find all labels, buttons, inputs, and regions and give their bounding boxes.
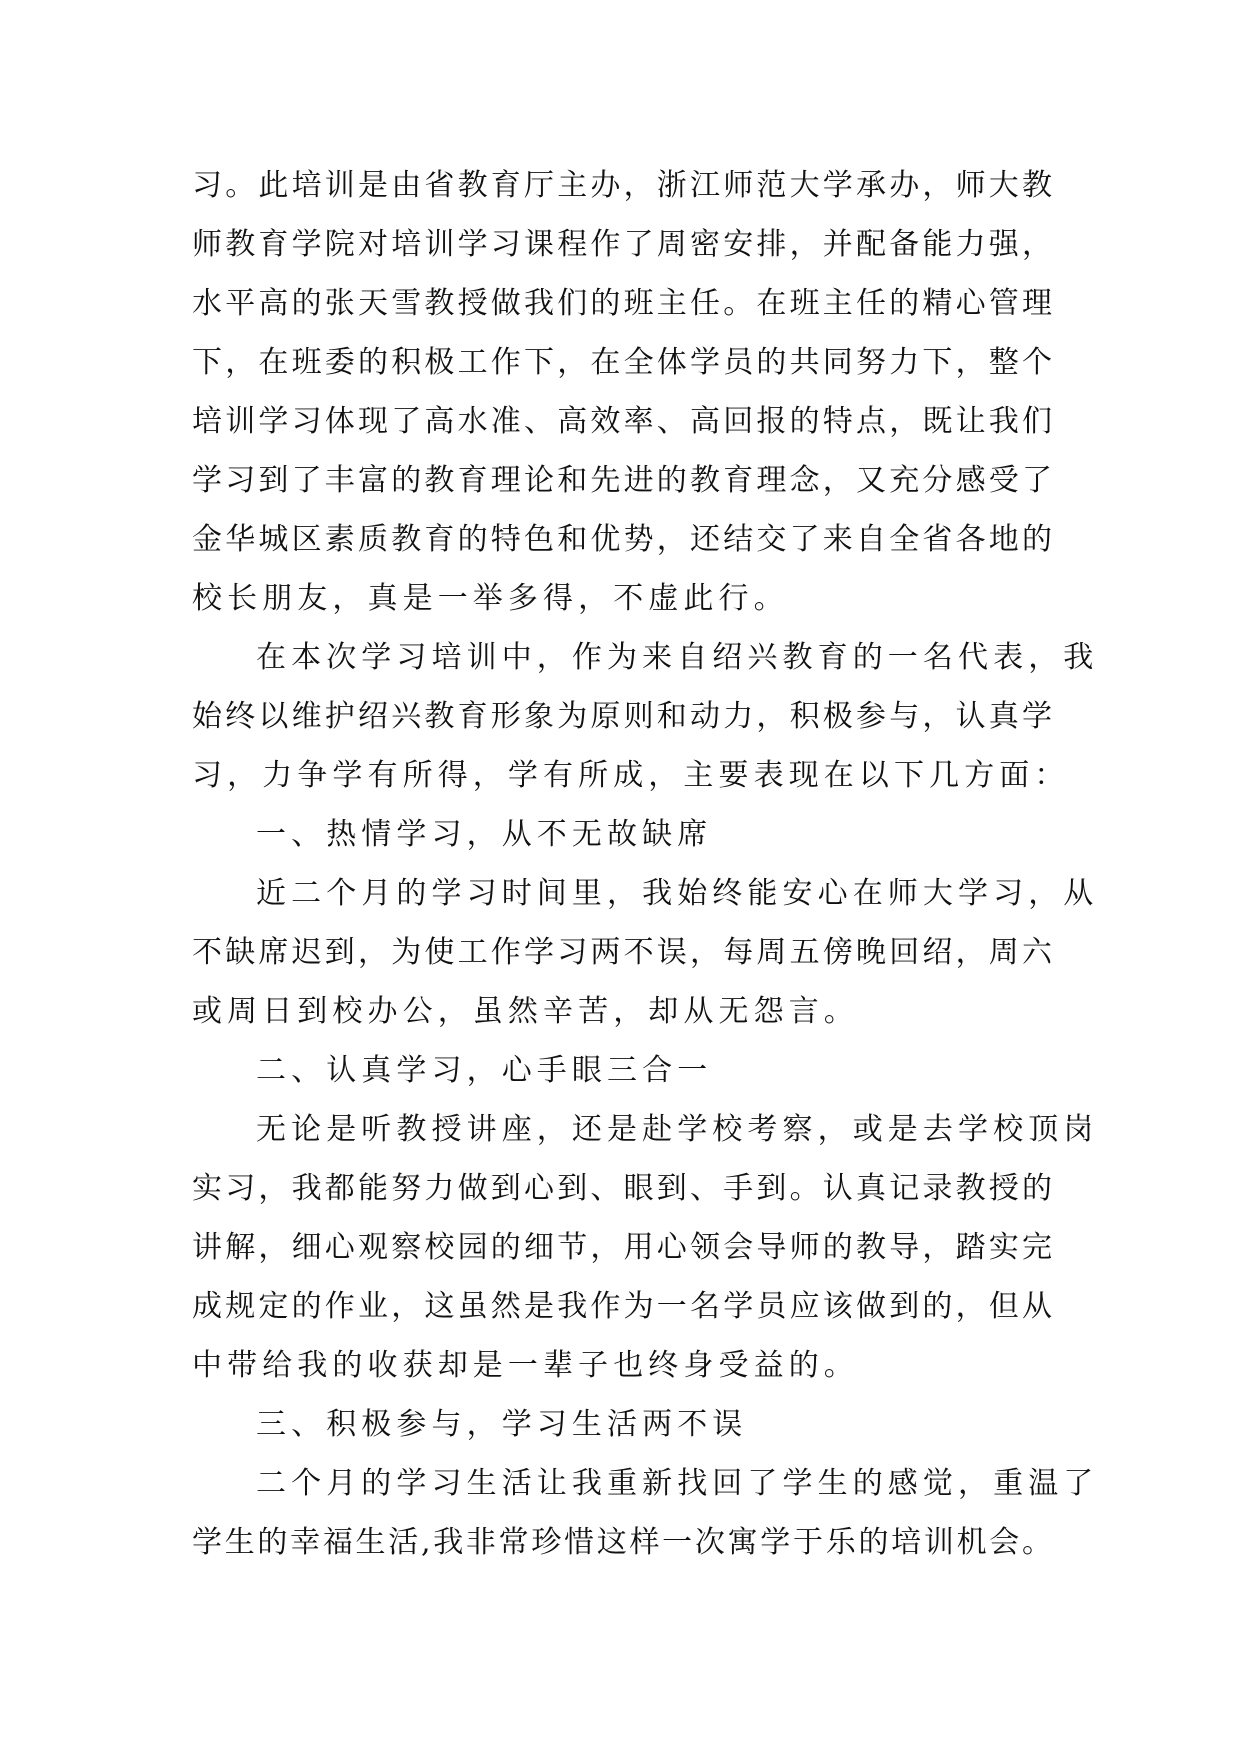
text-line: 培训学习体现了高水准、高效率、高回报的特点，既让我们 xyxy=(192,404,1052,439)
text-line: 金华城区素质教育的特色和优势，还结交了来自全省各地的 xyxy=(192,522,1052,557)
text-line: 师教育学院对培训学习课程作了周密安排，并配备能力强， xyxy=(192,227,1052,262)
text-line: 下，在班委的积极工作下，在全体学员的共同努力下，整个 xyxy=(192,345,1052,380)
text-line: 不缺席迟到，为使工作学习两不误，每周五傍晚回绍，周六 xyxy=(192,935,1052,970)
text-line: 学生的幸福生活,我非常珍惜这样一次寓学于乐的培训机会。 xyxy=(192,1525,1052,1560)
text-line: 讲解，细心观察校园的细节，用心领会导师的教导，踏实完 xyxy=(192,1230,1052,1265)
text-line: 实习，我都能努力做到心到、眼到、手到。认真记录教授的 xyxy=(192,1171,1052,1206)
section-heading: 二、认真学习，心手眼三合一 xyxy=(256,1053,713,1088)
text-line: 习，力争学有所得，学有所成，主要表现在以下几方面： xyxy=(192,758,1070,793)
text-line: 学习到了丰富的教育理论和先进的教育理念，又充分感受了 xyxy=(192,463,1052,498)
section-heading: 一、热情学习，从不无故缺席 xyxy=(256,817,713,852)
section-heading: 三、积极参与，学习生活两不误 xyxy=(256,1407,748,1442)
text-line: 水平高的张天雪教授做我们的班主任。在班主任的精心管理 xyxy=(192,286,1052,321)
paragraph-first-line: 在本次学习培训中，作为来自绍兴教育的一名代表，我 xyxy=(256,640,1099,675)
text-line: 中带给我的收获却是一辈子也终身受益的。 xyxy=(192,1348,859,1383)
text-line: 校长朋友，真是一举多得，不虚此行。 xyxy=(192,581,789,616)
text-line: 习。此培训是由省教育厅主办，浙江师范大学承办，师大教 xyxy=(192,168,1052,203)
paragraph-first-line: 二个月的学习生活让我重新找回了学生的感觉，重温了 xyxy=(256,1466,1099,1501)
text-line: 或周日到校办公，虽然辛苦，却从无怨言。 xyxy=(192,994,859,1029)
text-line: 始终以维护绍兴教育形象为原则和动力，积极参与，认真学 xyxy=(192,699,1052,734)
paragraph-first-line: 近二个月的学习时间里，我始终能安心在师大学习，从 xyxy=(256,876,1099,911)
text-line: 成规定的作业，这虽然是我作为一名学员应该做到的，但从 xyxy=(192,1289,1052,1324)
paragraph-first-line: 无论是听教授讲座，还是赴学校考察，或是去学校顶岗 xyxy=(256,1112,1099,1147)
document-body xyxy=(192,156,1099,1572)
